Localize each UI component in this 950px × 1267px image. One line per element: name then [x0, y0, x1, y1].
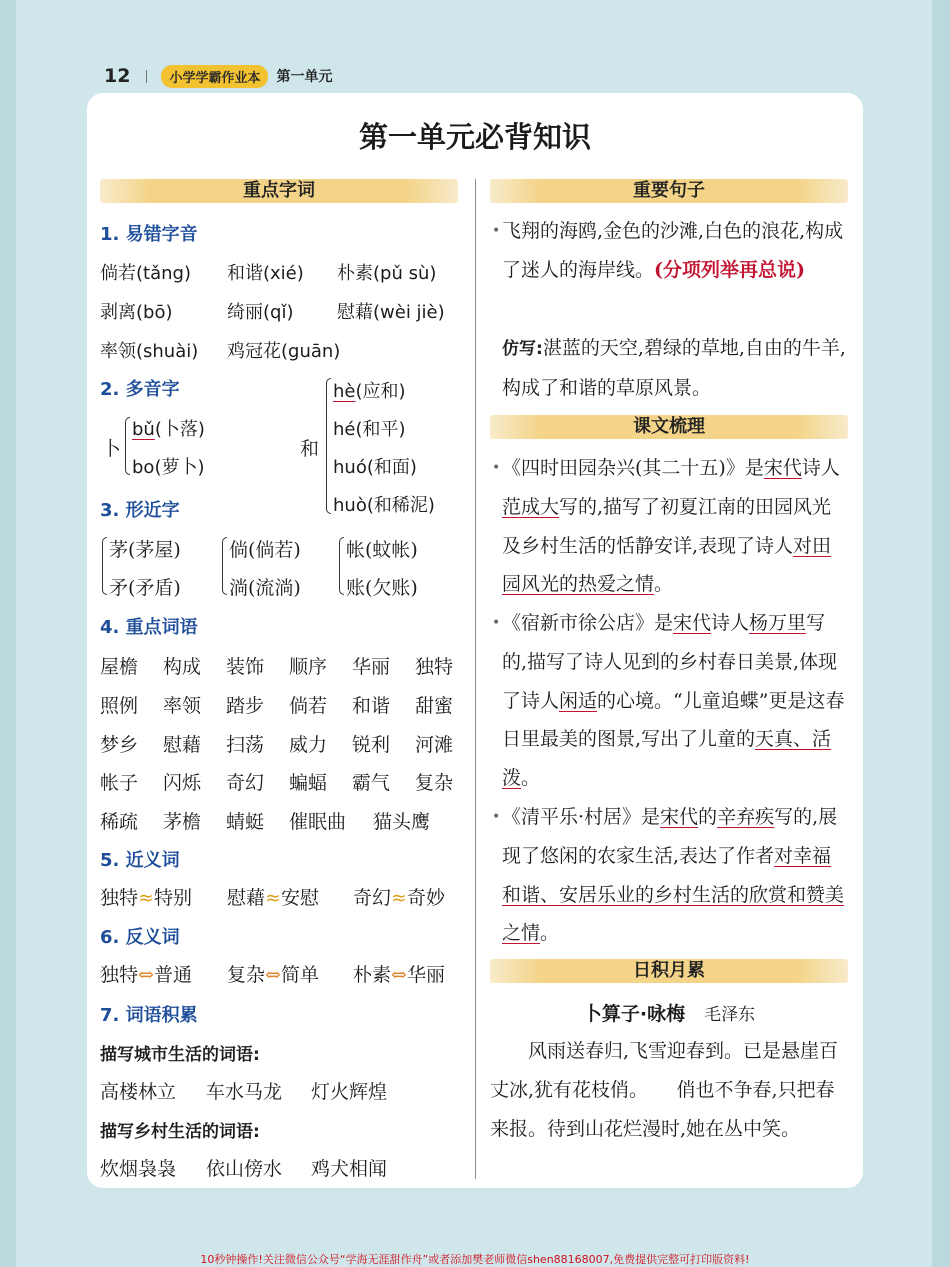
lesson-paragraph — [492, 798, 850, 953]
word-item: 剥离(bō) — [100, 302, 173, 323]
word-item: 和谐(xié) — [227, 263, 304, 284]
text: 写的,描写了诗人见到的乡村春日美景,体现了诗人 — [502, 612, 838, 712]
reading: huó(和面) — [333, 457, 417, 478]
heading-antonyms: 6. 反义词 — [100, 927, 180, 948]
text: 诗人 — [801, 457, 840, 479]
phrase-word: 率领 — [163, 694, 202, 717]
phrase-word: 蝙蝠 — [289, 772, 328, 795]
text: 的 — [698, 806, 718, 828]
phrase-word: 扫荡 — [226, 733, 265, 756]
heading-word-bank: 7. 词语积累 — [100, 1005, 198, 1026]
underlined-text: 闲适 — [559, 689, 598, 712]
underlined-text: 宋代 — [673, 612, 712, 634]
bullet: • — [492, 460, 501, 476]
sentence-note: (分项列举再总说) — [654, 258, 805, 281]
antonym-pair — [353, 960, 445, 987]
poem-heading — [490, 999, 848, 1026]
underlined-text: 辛弃疾 — [717, 806, 775, 828]
header-divider — [146, 70, 147, 83]
heading-key-phrases: 4. 重点词语 — [100, 617, 198, 638]
underlined-text: 天真、活泼 — [502, 728, 832, 790]
text: 。 — [521, 767, 541, 790]
phrase-word: 蜻蜓 — [226, 811, 265, 834]
word: 奇妙 — [406, 887, 445, 909]
idiom: 炊烟袅袅 — [100, 1158, 177, 1180]
reading: bo(萝卜) — [132, 457, 205, 478]
brace — [125, 417, 130, 475]
idiom: 高楼林立 — [100, 1081, 177, 1103]
word-item: 朴素(pǔ sù) — [337, 263, 437, 284]
idiom: 灯火辉煌 — [311, 1081, 388, 1103]
imitation-sentence — [502, 329, 850, 408]
phrase-word: 催眠曲 — [289, 811, 347, 834]
synonym-pair — [100, 883, 192, 910]
phrase-word: 踏步 — [226, 694, 265, 717]
lesson-paragraph — [492, 604, 850, 798]
phrase-word: 霸气 — [352, 772, 391, 795]
word: 华丽 — [406, 964, 445, 986]
phrase-word: 倘若 — [289, 694, 328, 717]
phrase-word: 复杂 — [415, 772, 454, 795]
section-bar-sentences: 重要句子 — [490, 179, 848, 203]
synonym-pair — [353, 883, 445, 910]
heading-similar-chars: 3. 形近字 — [100, 500, 180, 521]
text: 诗人 — [711, 612, 750, 634]
phrase-word: 河滩 — [415, 733, 454, 756]
left-margin-strip — [0, 0, 16, 1267]
reading: hé(和平) — [333, 419, 406, 440]
similar-char: 帐(蚊帐) — [346, 539, 418, 561]
text: 写的,展现了悠闲的农家生活,表达了作者 — [502, 806, 838, 867]
word: 特别 — [153, 887, 192, 909]
approx-symbol: ≈ — [391, 887, 407, 909]
word: 独特 — [100, 964, 139, 986]
text: 写的,描写了初夏江南的田园风光及乡村生活的恬静安详,表现了诗人 — [502, 495, 832, 557]
word: 奇幻 — [353, 887, 392, 909]
text: 。 — [540, 922, 560, 945]
phrase-word: 奇幻 — [226, 772, 265, 795]
sentence-text: 飞翔的海鸥,金色的沙滩,白色的浪花,构成了迷人的海岸线。 — [502, 220, 844, 281]
phrase-word: 猫头鹰 — [373, 811, 431, 834]
book-badge: 小学学霸作业本 — [161, 65, 268, 88]
word-item: 慰藉(wèi jiè) — [337, 302, 445, 323]
heading-synonyms: 5. 近义词 — [100, 850, 180, 871]
content-card — [87, 93, 863, 1188]
synonym-pair — [227, 883, 319, 910]
section-bar-key-words: 重点字词 — [100, 179, 458, 203]
footer-notice: 10秒钟操作!关注微信公众号“学海无涯甜作舟”或者添加樊老师微信shen88168007,免费提供完整可打印版资料! — [200, 1253, 750, 1266]
polyphone-char: 卜 — [102, 438, 122, 460]
key-sentence — [492, 212, 850, 290]
page-header — [104, 62, 332, 90]
underlined-text: 对田园风光的热爱之情 — [502, 534, 832, 596]
underlined-text: 对幸福和谐、安居乐业的乡村生活的欣赏和赞美之情 — [502, 844, 845, 945]
text: 。 — [654, 573, 674, 596]
reading-pinyin: bǔ — [132, 419, 155, 440]
phrase-word: 和谐 — [352, 694, 391, 717]
word-item: 绮丽(qǐ) — [227, 302, 294, 323]
opposite-symbol: ⇔ — [391, 964, 407, 986]
phrase-word: 锐利 — [352, 733, 391, 756]
phrase-word: 照例 — [100, 694, 139, 717]
phrase-word: 威力 — [289, 733, 328, 756]
antonym-pair — [100, 960, 192, 987]
word: 独特 — [100, 887, 139, 909]
idiom: 依山傍水 — [206, 1158, 283, 1180]
word: 简单 — [280, 964, 319, 986]
word-bank-label: 描写乡村生活的词语: — [100, 1122, 260, 1142]
poem-author: 毛泽东 — [704, 1005, 756, 1025]
bullet: • — [492, 615, 501, 631]
similar-char: 矛(矛盾) — [109, 577, 181, 599]
similar-char: 倘(倘若) — [229, 539, 301, 561]
phrase-word: 华丽 — [352, 656, 391, 678]
text: 《四时田园杂兴(其二十五)》是 — [502, 457, 764, 479]
word: 朴素 — [353, 964, 392, 986]
reading-word: (卜落) — [154, 419, 205, 440]
right-margin-strip — [932, 0, 950, 1267]
poem-title: 卜算子·咏梅 — [582, 1003, 686, 1025]
imitate-text: 湛蓝的天空,碧绿的草地,自由的牛羊,构成了和谐的草原风景。 — [502, 337, 846, 399]
approx-symbol: ≈ — [265, 887, 281, 909]
underlined-text: 宋代 — [763, 457, 802, 479]
word: 普通 — [153, 964, 192, 986]
phrase-word: 构成 — [163, 656, 202, 678]
phrase-word: 慰藉 — [163, 733, 202, 756]
idiom: 车水马龙 — [206, 1081, 283, 1103]
phrase-word: 顺序 — [289, 656, 328, 678]
word: 安慰 — [280, 887, 319, 909]
similar-char: 茅(茅屋) — [109, 539, 181, 561]
reading-pinyin: hè — [333, 381, 356, 402]
column-divider — [475, 179, 476, 1179]
underlined-text: 杨万里 — [749, 612, 807, 634]
phrase-word: 甜蜜 — [415, 694, 454, 717]
text: 的心境。“儿童追蝶”更是这春日里最美的图景,写出了儿童的 — [502, 689, 845, 751]
imitate-label: 仿写: — [502, 339, 543, 359]
section-bar-lesson-review: 课文梳理 — [490, 415, 848, 439]
word-bank-label: 描写城市生活的词语: — [100, 1045, 260, 1065]
phrase-word: 茅檐 — [163, 811, 202, 834]
word: 慰藉 — [227, 887, 266, 909]
brace — [102, 537, 107, 595]
reading-word: (应和) — [355, 381, 406, 402]
section-bar-daily-accumulation: 日积月累 — [490, 959, 848, 983]
opposite-symbol: ⇔ — [138, 964, 154, 986]
antonym-pair — [227, 960, 319, 987]
underlined-text: 宋代 — [660, 806, 699, 828]
approx-symbol: ≈ — [138, 887, 154, 909]
phrase-word: 梦乡 — [100, 733, 139, 756]
reading: huò(和稀泥) — [333, 495, 435, 516]
opposite-symbol: ⇔ — [265, 964, 281, 986]
phrase-word: 独特 — [415, 656, 454, 678]
similar-char: 淌(流淌) — [229, 577, 301, 599]
page-number: 12 — [104, 65, 131, 87]
brace — [339, 537, 344, 595]
phrase-word: 装饰 — [226, 656, 265, 678]
idiom: 鸡犬相闻 — [311, 1158, 388, 1180]
similar-char: 账(欠账) — [346, 577, 418, 599]
underlined-text: 范成大 — [502, 495, 560, 518]
lesson-paragraph — [492, 449, 850, 604]
phrase-word: 帐子 — [100, 772, 139, 795]
word-item: 鸡冠花(guān) — [227, 341, 341, 362]
heading-polyphones: 2. 多音字 — [100, 379, 180, 400]
word-item: 倘若(tǎng) — [100, 263, 191, 284]
reading — [132, 415, 205, 441]
text: 《宿新市徐公店》是 — [502, 612, 674, 634]
phrase-word: 闪烁 — [163, 772, 202, 795]
phrase-word: 屋檐 — [100, 656, 139, 678]
page-title: 第一单元必背知识 — [358, 120, 591, 154]
phrase-word: 稀疏 — [100, 811, 139, 834]
poem-text: 风雨送春归,飞雪迎春到。已是悬崖百丈冰,犹有花枝俏。 俏也不争春,只把春来报。待到山花烂漫时,她在丛中笑。 — [490, 1040, 839, 1140]
word: 复杂 — [227, 964, 266, 986]
bullet: • — [492, 809, 501, 825]
reading — [333, 377, 406, 403]
heading-pronunciation: 1. 易错字音 — [100, 224, 198, 245]
bullet: • — [492, 223, 501, 239]
text: 《清平乐·村居》是 — [502, 806, 661, 828]
unit-label: 第一单元 — [276, 69, 333, 85]
brace — [326, 378, 331, 514]
brace — [222, 537, 227, 595]
polyphone-char: 和 — [300, 438, 320, 460]
word-item: 率领(shuài) — [100, 341, 199, 362]
